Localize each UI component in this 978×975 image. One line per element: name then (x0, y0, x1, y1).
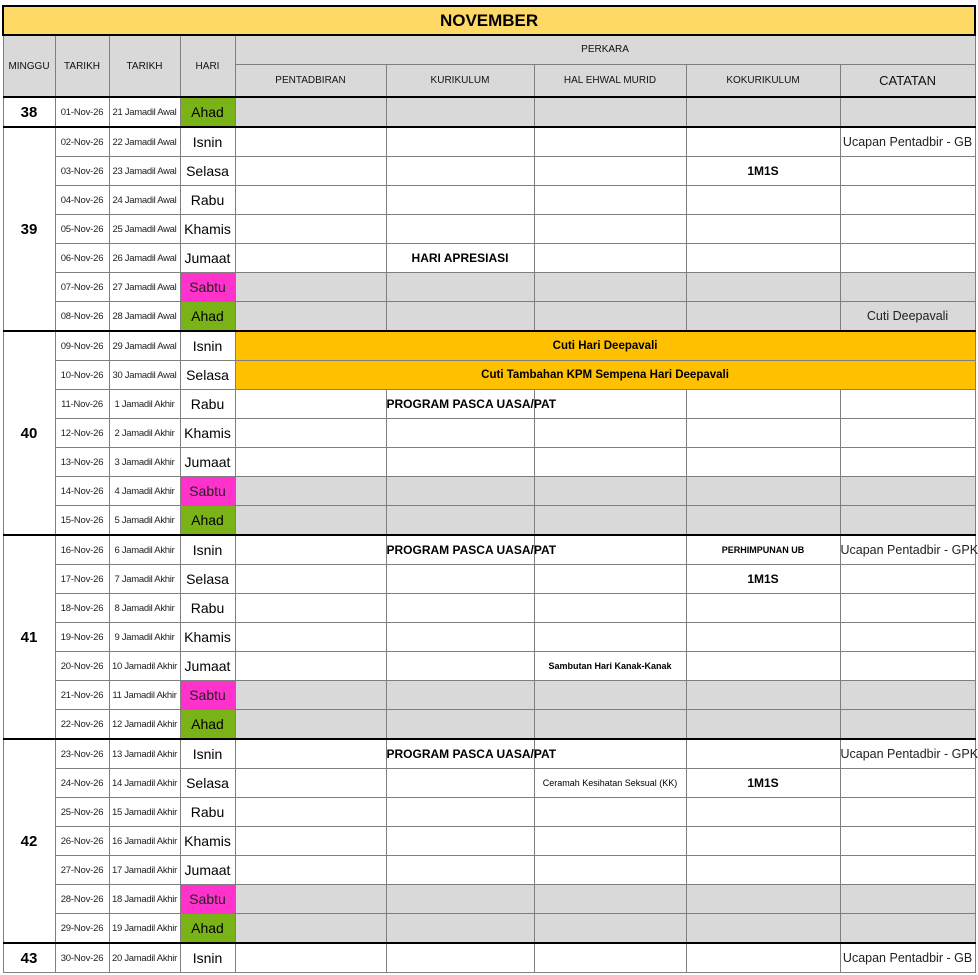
pentadbiran-cell (235, 943, 386, 973)
kurikulum-cell (386, 652, 534, 681)
hal-ehwal-murid-cell (534, 885, 686, 914)
kokurikulum-cell (686, 827, 840, 856)
gregorian-date: 10-Nov-26 (55, 361, 109, 390)
gregorian-date: 16-Nov-26 (55, 535, 109, 565)
catatan-cell (840, 798, 975, 827)
header-kokurikulum: KOKURIKULUM (686, 64, 840, 97)
hal-ehwal-murid-cell (534, 215, 686, 244)
pentadbiran-cell (235, 477, 386, 506)
table-row (3, 273, 975, 302)
gregorian-date: 03-Nov-26 (55, 157, 109, 186)
catatan-cell (840, 565, 975, 594)
hijri-date: 13 Jamadil Akhir (109, 739, 180, 769)
catatan-cell (840, 885, 975, 914)
kurikulum-cell (386, 914, 534, 944)
table-row (3, 186, 975, 215)
kurikulum-cell (386, 565, 534, 594)
hijri-date: 24 Jamadil Awal (109, 186, 180, 215)
kokurikulum-cell: 1M1S (686, 157, 840, 186)
hijri-date: 4 Jamadil Akhir (109, 477, 180, 506)
kokurikulum-cell (686, 186, 840, 215)
gregorian-date: 30-Nov-26 (55, 943, 109, 973)
kokurikulum-cell (686, 390, 840, 419)
catatan-cell (840, 477, 975, 506)
hal-ehwal-murid-cell (534, 535, 686, 565)
hijri-date: 17 Jamadil Akhir (109, 856, 180, 885)
catatan-cell (840, 244, 975, 273)
kurikulum-cell (386, 419, 534, 448)
day-name: Sabtu (180, 885, 235, 914)
day-name: Rabu (180, 594, 235, 623)
kokurikulum-cell (686, 914, 840, 944)
hijri-date: 8 Jamadil Akhir (109, 594, 180, 623)
hal-ehwal-murid-cell (534, 827, 686, 856)
catatan-cell (840, 856, 975, 885)
catatan-cell (840, 506, 975, 536)
pentadbiran-cell (235, 535, 386, 565)
header-perkara: PERKARA (235, 35, 975, 64)
hijri-date: 15 Jamadil Akhir (109, 798, 180, 827)
table-row (3, 157, 975, 186)
table-row (3, 710, 975, 740)
table-row (3, 623, 975, 652)
catatan-cell (840, 914, 975, 944)
pentadbiran-cell (235, 798, 386, 827)
pentadbiran-cell (235, 215, 386, 244)
week-number: 38 (3, 97, 55, 127)
catatan-cell: Ucapan Pentadbir - GB (840, 127, 975, 157)
day-name: Isnin (180, 943, 235, 973)
pentadbiran-cell (235, 856, 386, 885)
kokurikulum-cell (686, 885, 840, 914)
gregorian-date: 15-Nov-26 (55, 506, 109, 536)
header-kurikulum: KURIKULUM (386, 64, 534, 97)
hal-ehwal-murid-cell (534, 623, 686, 652)
hijri-date: 22 Jamadil Awal (109, 127, 180, 157)
table-row (3, 914, 975, 944)
kurikulum-cell (386, 681, 534, 710)
day-name: Ahad (180, 506, 235, 536)
kokurikulum-cell (686, 273, 840, 302)
hijri-date: 25 Jamadil Awal (109, 215, 180, 244)
kurikulum-cell (386, 448, 534, 477)
gregorian-date: 13-Nov-26 (55, 448, 109, 477)
catatan-cell (840, 186, 975, 215)
kurikulum-cell: HARI APRESIASI (386, 244, 534, 273)
day-name: Khamis (180, 419, 235, 448)
pentadbiran-cell (235, 681, 386, 710)
table-row (3, 390, 975, 419)
catatan-cell (840, 215, 975, 244)
catatan-cell (840, 419, 975, 448)
kurikulum-cell (386, 157, 534, 186)
gregorian-date: 01-Nov-26 (55, 97, 109, 127)
catatan-cell (840, 448, 975, 477)
day-name: Sabtu (180, 681, 235, 710)
gregorian-date: 12-Nov-26 (55, 419, 109, 448)
hijri-date: 21 Jamadil Awal (109, 97, 180, 127)
hijri-date: 12 Jamadil Akhir (109, 710, 180, 740)
kokurikulum-cell (686, 943, 840, 973)
kurikulum-cell (386, 215, 534, 244)
pentadbiran-cell (235, 565, 386, 594)
gregorian-date: 21-Nov-26 (55, 681, 109, 710)
kokurikulum-cell (686, 739, 840, 769)
kokurikulum-cell (686, 506, 840, 536)
kokurikulum-cell (686, 798, 840, 827)
day-name: Rabu (180, 798, 235, 827)
day-name: Isnin (180, 739, 235, 769)
gregorian-date: 04-Nov-26 (55, 186, 109, 215)
day-name: Isnin (180, 535, 235, 565)
kokurikulum-cell (686, 681, 840, 710)
hal-ehwal-murid-cell (534, 914, 686, 944)
header-minggu: MINGGU (3, 35, 55, 97)
header-pentadbiran: PENTADBIRAN (235, 64, 386, 97)
hal-ehwal-murid-cell (534, 302, 686, 332)
hijri-date: 26 Jamadil Awal (109, 244, 180, 273)
table-row (3, 331, 975, 361)
hijri-date: 6 Jamadil Akhir (109, 535, 180, 565)
kokurikulum-cell: PERHIMPUNAN UB (686, 535, 840, 565)
kokurikulum-cell: 1M1S (686, 769, 840, 798)
pentadbiran-cell (235, 914, 386, 944)
catatan-cell (840, 769, 975, 798)
pentadbiran-cell (235, 710, 386, 740)
kurikulum-cell: PROGRAM PASCA UASA/PAT (386, 739, 534, 769)
header-hari: HARI (180, 35, 235, 97)
catatan-cell: Ucapan Pentadbir - GPK (840, 739, 975, 769)
hal-ehwal-murid-cell: Sambutan Hari Kanak-Kanak (534, 652, 686, 681)
table-row (3, 594, 975, 623)
day-name: Rabu (180, 186, 235, 215)
table-row (3, 827, 975, 856)
week-number: 42 (3, 739, 55, 943)
table-row (3, 565, 975, 594)
hijri-date: 29 Jamadil Awal (109, 331, 180, 361)
table-row (3, 97, 975, 127)
pentadbiran-cell (235, 244, 386, 273)
hijri-date: 5 Jamadil Akhir (109, 506, 180, 536)
hijri-date: 20 Jamadil Akhir (109, 943, 180, 973)
kokurikulum-cell (686, 623, 840, 652)
catatan-cell (840, 710, 975, 740)
kokurikulum-cell (686, 97, 840, 127)
week-number: 41 (3, 535, 55, 739)
kurikulum-cell (386, 798, 534, 827)
pentadbiran-cell (235, 186, 386, 215)
catatan-cell: Ucapan Pentadbir - GB (840, 943, 975, 973)
day-name: Sabtu (180, 477, 235, 506)
kokurikulum-cell (686, 448, 840, 477)
day-name: Isnin (180, 127, 235, 157)
hijri-date: 9 Jamadil Akhir (109, 623, 180, 652)
hijri-date: 23 Jamadil Awal (109, 157, 180, 186)
gregorian-date: 29-Nov-26 (55, 914, 109, 944)
gregorian-date: 24-Nov-26 (55, 769, 109, 798)
kurikulum-cell (386, 594, 534, 623)
header-hal-ehwal-murid: HAL EHWAL MURID (534, 64, 686, 97)
day-name: Jumaat (180, 244, 235, 273)
kokurikulum-cell (686, 302, 840, 332)
day-name: Khamis (180, 215, 235, 244)
kurikulum-cell (386, 769, 534, 798)
kurikulum-cell (386, 885, 534, 914)
pentadbiran-cell (235, 302, 386, 332)
november-calendar-table (2, 5, 976, 973)
pentadbiran-cell (235, 419, 386, 448)
day-name: Selasa (180, 361, 235, 390)
hal-ehwal-murid-cell (534, 710, 686, 740)
gregorian-date: 25-Nov-26 (55, 798, 109, 827)
day-name: Selasa (180, 157, 235, 186)
hal-ehwal-murid-cell (534, 157, 686, 186)
gregorian-date: 05-Nov-26 (55, 215, 109, 244)
hal-ehwal-murid-cell (534, 186, 686, 215)
table-row (3, 943, 975, 973)
table-row (3, 361, 975, 390)
table-row (3, 448, 975, 477)
catatan-cell (840, 157, 975, 186)
pentadbiran-cell (235, 739, 386, 769)
table-row (3, 739, 975, 769)
hal-ehwal-murid-cell (534, 798, 686, 827)
kurikulum-cell (386, 97, 534, 127)
day-name: Sabtu (180, 273, 235, 302)
hal-ehwal-murid-cell (534, 97, 686, 127)
gregorian-date: 27-Nov-26 (55, 856, 109, 885)
table-row (3, 681, 975, 710)
day-name: Ahad (180, 302, 235, 332)
kurikulum-cell: PROGRAM PASCA UASA/PAT (386, 535, 534, 565)
pentadbiran-cell (235, 448, 386, 477)
hijri-date: 16 Jamadil Akhir (109, 827, 180, 856)
week-number: 39 (3, 127, 55, 331)
day-name: Rabu (180, 390, 235, 419)
hijri-date: 28 Jamadil Awal (109, 302, 180, 332)
table-row (3, 506, 975, 536)
kurikulum-cell (386, 623, 534, 652)
kurikulum-cell (386, 856, 534, 885)
hal-ehwal-murid-cell (534, 419, 686, 448)
pentadbiran-cell (235, 652, 386, 681)
gregorian-date: 26-Nov-26 (55, 827, 109, 856)
hal-ehwal-murid-cell (534, 594, 686, 623)
gregorian-date: 28-Nov-26 (55, 885, 109, 914)
pentadbiran-cell (235, 594, 386, 623)
hal-ehwal-murid-cell: Ceramah Kesihatan Seksual (KK) (534, 769, 686, 798)
hijri-date: 3 Jamadil Akhir (109, 448, 180, 477)
pentadbiran-cell (235, 97, 386, 127)
kurikulum-cell (386, 273, 534, 302)
day-name: Selasa (180, 565, 235, 594)
hijri-date: 1 Jamadil Akhir (109, 390, 180, 419)
kokurikulum-cell (686, 710, 840, 740)
pentadbiran-cell (235, 885, 386, 914)
hal-ehwal-murid-cell (534, 681, 686, 710)
pentadbiran-cell (235, 623, 386, 652)
table-row (3, 652, 975, 681)
gregorian-date: 07-Nov-26 (55, 273, 109, 302)
day-name: Jumaat (180, 448, 235, 477)
hijri-date: 11 Jamadil Akhir (109, 681, 180, 710)
day-name: Selasa (180, 769, 235, 798)
kokurikulum-cell (686, 419, 840, 448)
table-row (3, 215, 975, 244)
header-catatan: CATATAN (840, 64, 975, 97)
catatan-cell (840, 390, 975, 419)
table-row (3, 302, 975, 332)
hijri-date: 14 Jamadil Akhir (109, 769, 180, 798)
pentadbiran-cell (235, 157, 386, 186)
kurikulum-cell: PROGRAM PASCA UASA/PAT (386, 390, 534, 419)
pentadbiran-cell (235, 769, 386, 798)
table-row (3, 419, 975, 448)
day-name: Ahad (180, 710, 235, 740)
table-row (3, 244, 975, 273)
hal-ehwal-murid-cell (534, 739, 686, 769)
table-row (3, 127, 975, 157)
gregorian-date: 20-Nov-26 (55, 652, 109, 681)
table-row (3, 798, 975, 827)
day-name: Khamis (180, 623, 235, 652)
kurikulum-cell (386, 302, 534, 332)
hijri-date: 19 Jamadil Akhir (109, 914, 180, 944)
gregorian-date: 06-Nov-26 (55, 244, 109, 273)
month-title: NOVEMBER (3, 6, 975, 35)
holiday-banner: Cuti Hari Deepavali (235, 331, 975, 361)
pentadbiran-cell (235, 390, 386, 419)
catatan-cell: Cuti Deepavali (840, 302, 975, 332)
hal-ehwal-murid-cell (534, 565, 686, 594)
pentadbiran-cell (235, 506, 386, 536)
hal-ehwal-murid-cell (534, 127, 686, 157)
calendar-body (3, 97, 978, 973)
day-name: Jumaat (180, 652, 235, 681)
hal-ehwal-murid-cell (534, 244, 686, 273)
gregorian-date: 19-Nov-26 (55, 623, 109, 652)
table-row (3, 769, 975, 798)
pentadbiran-cell (235, 127, 386, 157)
hal-ehwal-murid-cell (534, 943, 686, 973)
gregorian-date: 02-Nov-26 (55, 127, 109, 157)
gregorian-date: 14-Nov-26 (55, 477, 109, 506)
kokurikulum-cell (686, 856, 840, 885)
kokurikulum-cell (686, 594, 840, 623)
header-tarikh-gregorian: TARIKH (55, 35, 109, 97)
gregorian-date: 17-Nov-26 (55, 565, 109, 594)
kokurikulum-cell (686, 652, 840, 681)
holiday-banner: Cuti Tambahan KPM Sempena Hari Deepavali (235, 361, 975, 390)
table-row (3, 477, 975, 506)
hijri-date: 10 Jamadil Akhir (109, 652, 180, 681)
hijri-date: 7 Jamadil Akhir (109, 565, 180, 594)
hal-ehwal-murid-cell (534, 390, 686, 419)
kokurikulum-cell (686, 127, 840, 157)
kurikulum-cell (386, 127, 534, 157)
catatan-cell (840, 97, 975, 127)
hal-ehwal-murid-cell (534, 506, 686, 536)
gregorian-date: 22-Nov-26 (55, 710, 109, 740)
catatan-cell (840, 827, 975, 856)
kokurikulum-cell (686, 477, 840, 506)
hal-ehwal-murid-cell (534, 477, 686, 506)
pentadbiran-cell (235, 273, 386, 302)
hijri-date: 30 Jamadil Awal (109, 361, 180, 390)
hijri-date: 2 Jamadil Akhir (109, 419, 180, 448)
gregorian-date: 11-Nov-26 (55, 390, 109, 419)
gregorian-date: 18-Nov-26 (55, 594, 109, 623)
day-name: Jumaat (180, 856, 235, 885)
day-name: Ahad (180, 97, 235, 127)
catatan-cell (840, 273, 975, 302)
hal-ehwal-murid-cell (534, 448, 686, 477)
week-number: 43 (3, 943, 55, 973)
hijri-date: 18 Jamadil Akhir (109, 885, 180, 914)
day-name: Isnin (180, 331, 235, 361)
kurikulum-cell (386, 186, 534, 215)
catatan-cell (840, 681, 975, 710)
header-tarikh-hijri: TARIKH (109, 35, 180, 97)
kokurikulum-cell: 1M1S (686, 565, 840, 594)
day-name: Khamis (180, 827, 235, 856)
week-number: 40 (3, 331, 55, 535)
kokurikulum-cell (686, 244, 840, 273)
catatan-cell (840, 623, 975, 652)
kurikulum-cell (386, 710, 534, 740)
gregorian-date: 08-Nov-26 (55, 302, 109, 332)
hal-ehwal-murid-cell (534, 856, 686, 885)
gregorian-date: 09-Nov-26 (55, 331, 109, 361)
table-row (3, 535, 975, 565)
kurikulum-cell (386, 827, 534, 856)
day-name: Ahad (180, 914, 235, 944)
pentadbiran-cell (235, 827, 386, 856)
kurikulum-cell (386, 943, 534, 973)
hijri-date: 27 Jamadil Awal (109, 273, 180, 302)
table-row (3, 885, 975, 914)
catatan-cell (840, 652, 975, 681)
hal-ehwal-murid-cell (534, 273, 686, 302)
gregorian-date: 23-Nov-26 (55, 739, 109, 769)
kokurikulum-cell (686, 215, 840, 244)
catatan-cell: Ucapan Pentadbir - GPK (840, 535, 975, 565)
kurikulum-cell (386, 506, 534, 536)
table-row (3, 856, 975, 885)
kurikulum-cell (386, 477, 534, 506)
catatan-cell (840, 594, 975, 623)
